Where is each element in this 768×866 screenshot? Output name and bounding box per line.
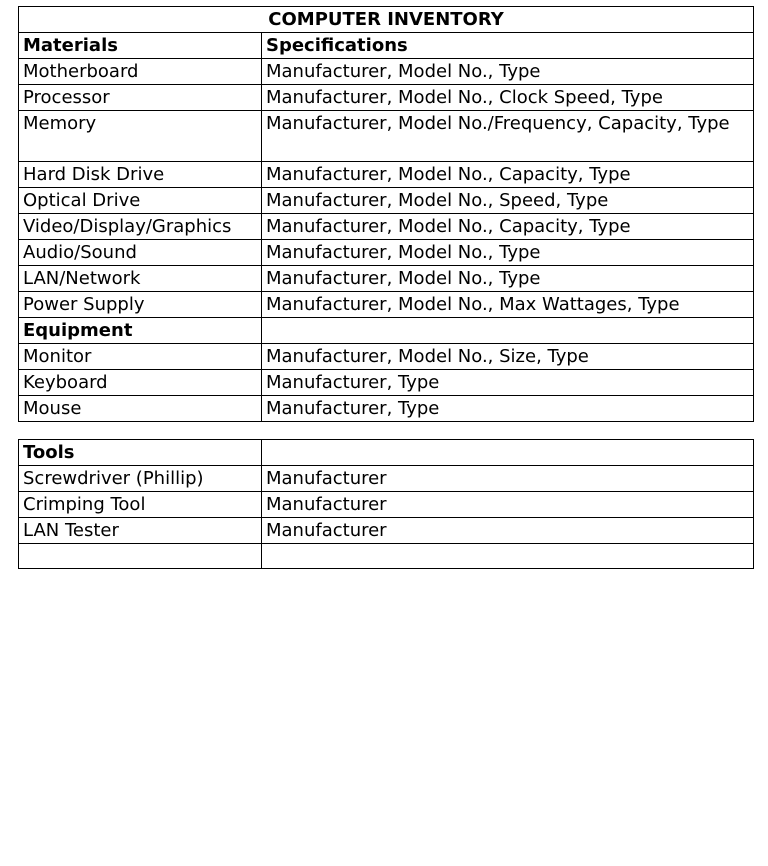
spec-cell: Manufacturer, Type [262, 396, 754, 422]
spec-cell: Manufacturer, Model No., Clock Speed, Type [262, 85, 754, 111]
table-row [19, 59, 754, 85]
spec-cell: Manufacturer, Model No./Frequency, Capacity, Type [262, 111, 754, 162]
spec-cell: Manufacturer [262, 518, 754, 544]
specifications-header: Specifications [262, 33, 754, 59]
spec-cell: Manufacturer, Model No., Capacity, Type [262, 214, 754, 240]
tools-header-row [19, 440, 754, 466]
spec-cell: Manufacturer, Model No., Speed, Type [262, 188, 754, 214]
item-cell: Optical Drive [19, 188, 262, 214]
spec-cell: Manufacturer [262, 466, 754, 492]
table-row [19, 162, 754, 188]
table-row [19, 188, 754, 214]
item-cell: Audio/Sound [19, 240, 262, 266]
item-cell: Video/Display/Graphics [19, 214, 262, 240]
item-cell: LAN Tester [19, 518, 262, 544]
table-row [19, 466, 754, 492]
spec-cell: Manufacturer, Model No., Type [262, 240, 754, 266]
item-cell: Monitor [19, 344, 262, 370]
table-row [19, 214, 754, 240]
table-row [19, 266, 754, 292]
item-cell: Keyboard [19, 370, 262, 396]
table-title: COMPUTER INVENTORY [19, 7, 754, 33]
spec-cell: Manufacturer, Model No., Max Wattages, Type [262, 292, 754, 318]
table-row [19, 370, 754, 396]
item-cell: Hard Disk Drive [19, 162, 262, 188]
spec-cell: Manufacturer, Model No., Size, Type [262, 344, 754, 370]
spec-cell [262, 544, 754, 569]
item-cell: Power Supply [19, 292, 262, 318]
item-cell: Screwdriver (Phillip) [19, 466, 262, 492]
spec-cell: Manufacturer, Model No., Type [262, 266, 754, 292]
table-row [19, 292, 754, 318]
tools-header: Tools [19, 440, 262, 466]
table-row [19, 492, 754, 518]
table-row [19, 396, 754, 422]
inventory-table [18, 6, 754, 422]
empty-cell [262, 440, 754, 466]
item-cell: Crimping Tool [19, 492, 262, 518]
table-row [19, 544, 754, 569]
item-cell: LAN/Network [19, 266, 262, 292]
item-cell: Mouse [19, 396, 262, 422]
item-cell: Motherboard [19, 59, 262, 85]
spec-cell: Manufacturer, Model No., Type [262, 59, 754, 85]
table-row [19, 518, 754, 544]
item-cell: Processor [19, 85, 262, 111]
title-row [19, 7, 754, 33]
materials-header: Materials [19, 33, 262, 59]
empty-cell [262, 318, 754, 344]
table-row [19, 111, 754, 162]
equipment-header-row [19, 318, 754, 344]
spec-cell: Manufacturer, Type [262, 370, 754, 396]
spec-cell: Manufacturer, Model No., Capacity, Type [262, 162, 754, 188]
table-row [19, 344, 754, 370]
header-row [19, 33, 754, 59]
table-row [19, 240, 754, 266]
table-row [19, 85, 754, 111]
tools-table [18, 439, 754, 569]
item-cell [19, 544, 262, 569]
equipment-header: Equipment [19, 318, 262, 344]
item-cell: Memory [19, 111, 262, 162]
spec-cell: Manufacturer [262, 492, 754, 518]
